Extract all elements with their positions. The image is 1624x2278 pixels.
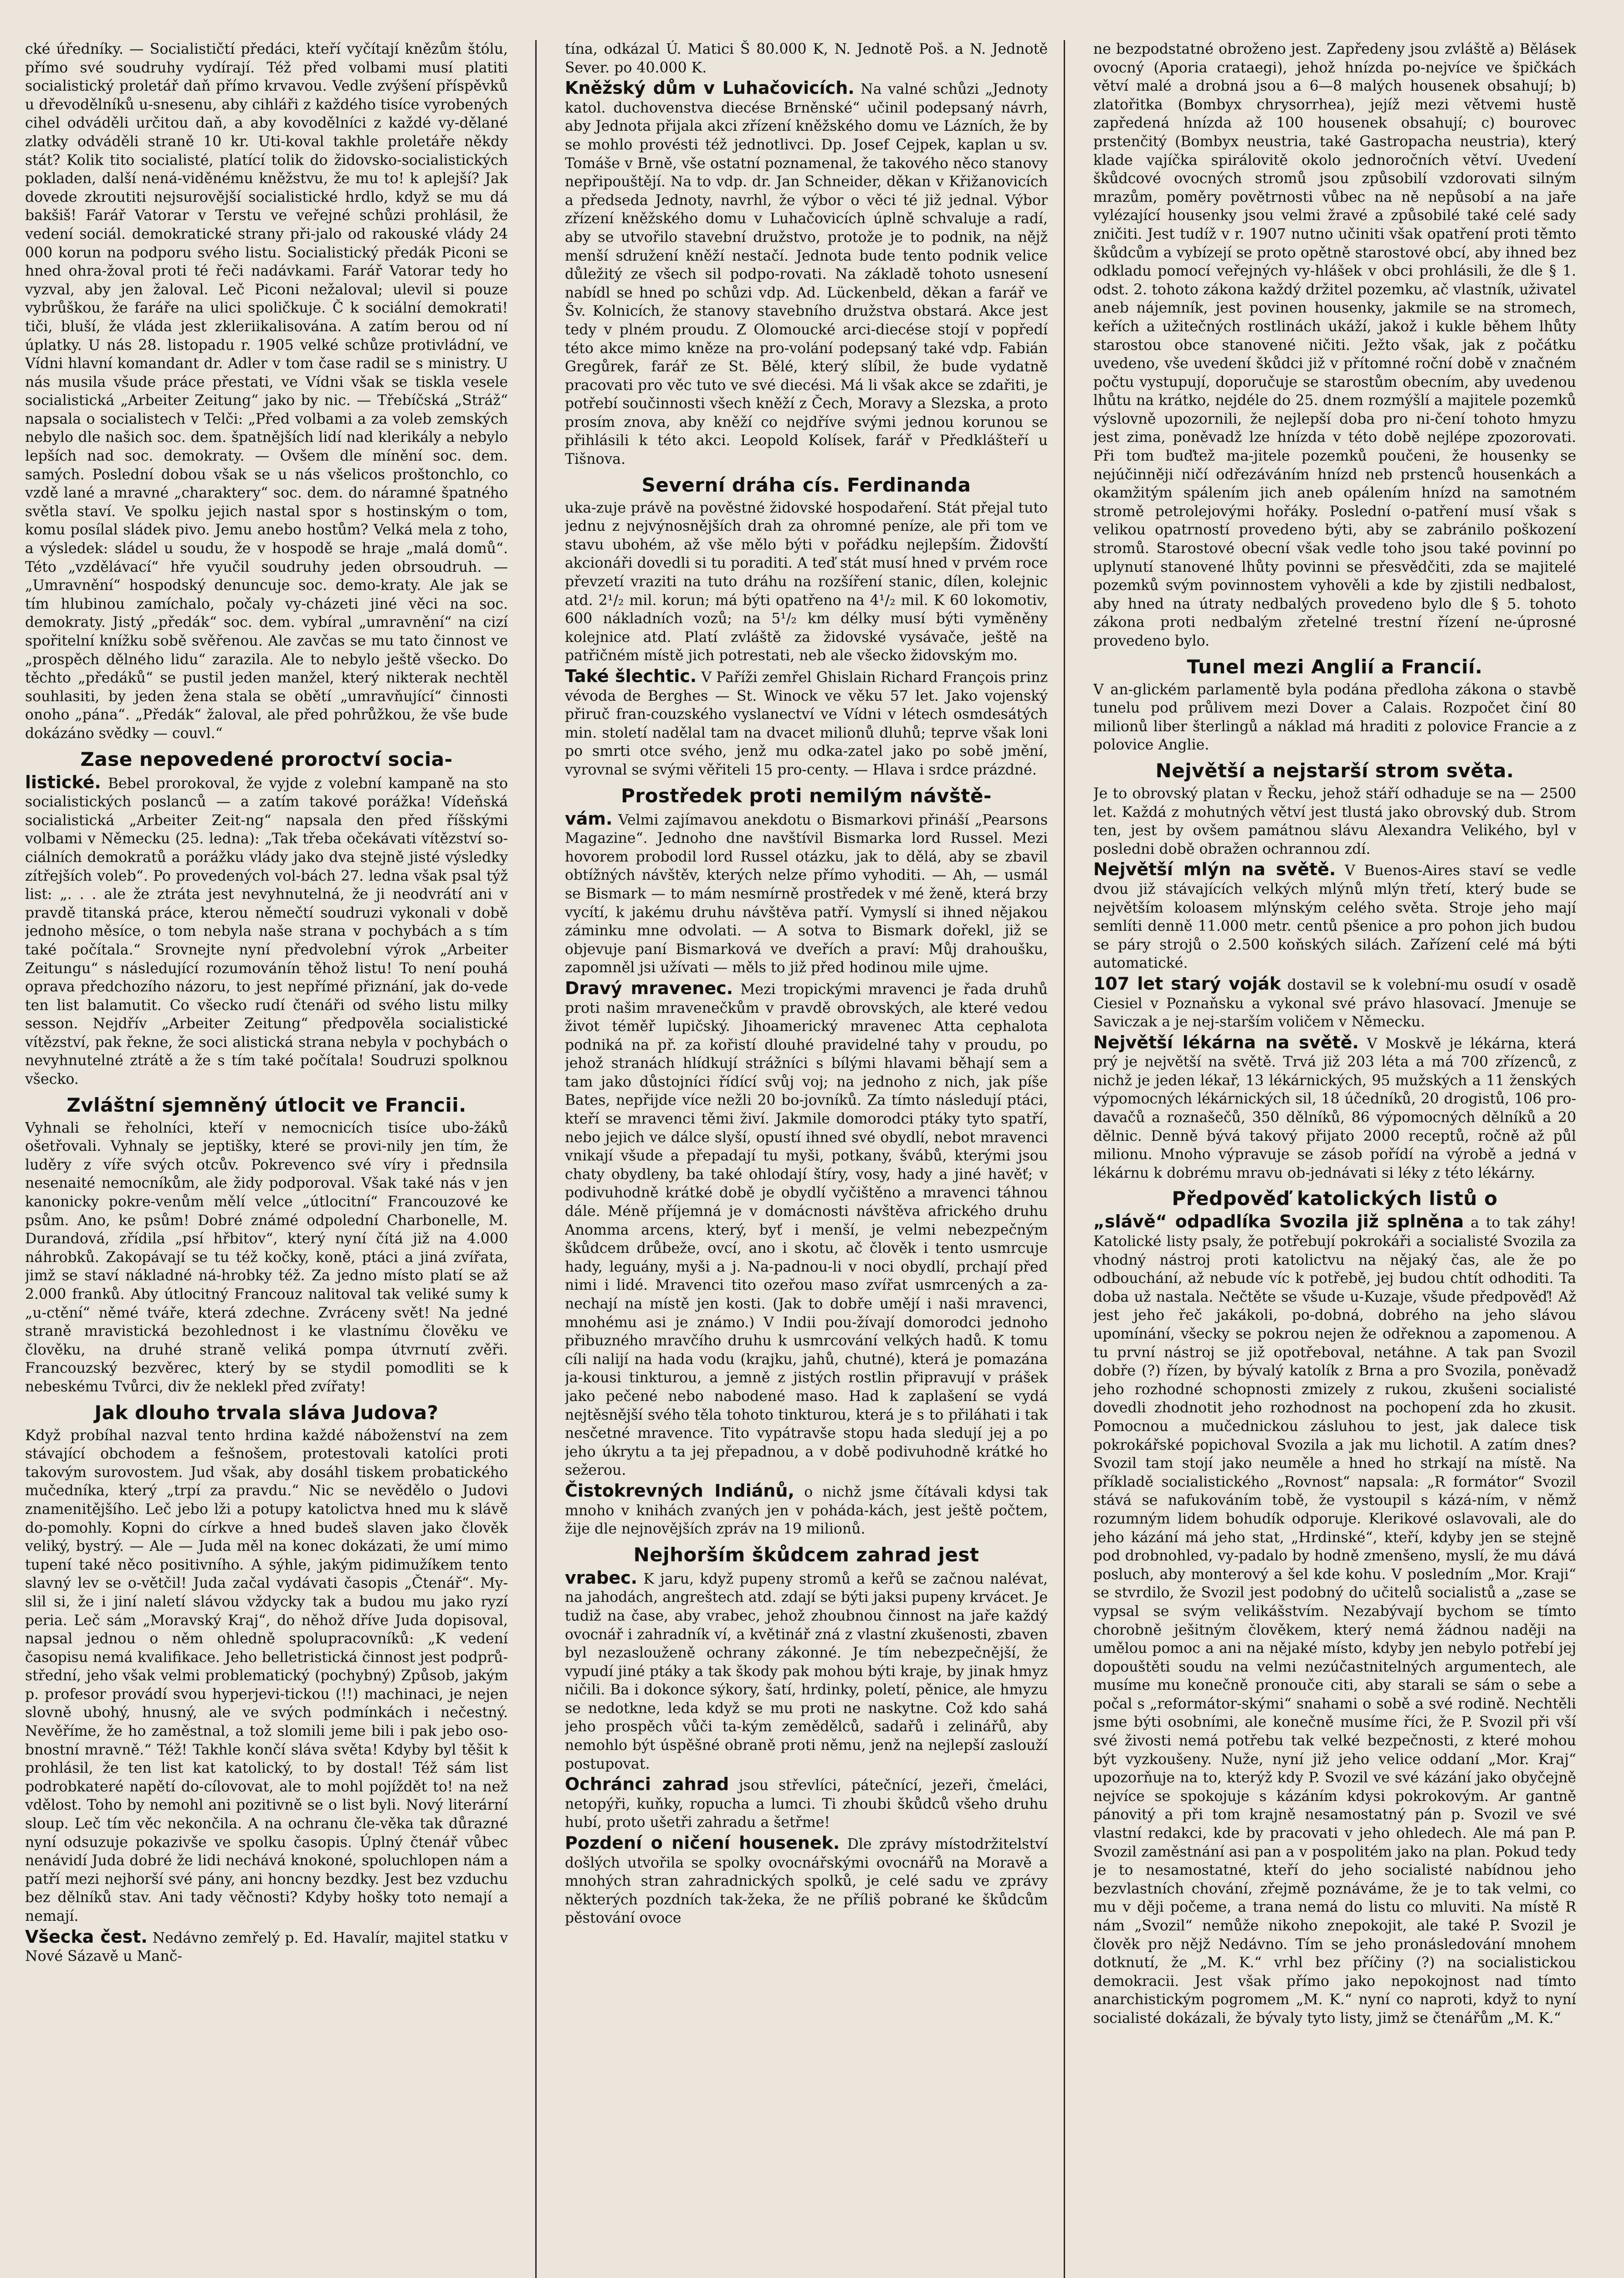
- headline-largest-pharmacy: Největší lékárna na světě.: [1093, 1032, 1359, 1052]
- article-largest-mill: Největší mlýn na světě. V Buenos-Aires staví se vedle dvou již stávajících velkých mlýnů mlýn třetí, který bude se největším koloasem mlýnským celého světa. Stroje jeho mají semlíti denně 11.000 metr. centů pšenice a pro pohon jich budou se páry strojů o 2.500 koňských silách. Zařízení celé má býti automatické.: [1093, 859, 1576, 972]
- headline-france-animals: Zvláštní sjemněný útlocit ve Francii.: [67, 1093, 466, 1116]
- headline-bebel-prophecy-cont: listické.: [25, 772, 101, 792]
- headline-channel-tunnel: Tunel mezi Anglií a Francií.: [1187, 655, 1483, 678]
- article-caterpillars: Pozdení o ničení housenek. Dle zprávy místodržitelství došlých utvořila se spolky ovocnářskými ovocnářů na Moravě a mnohých stran zahradnických spolků, je celé sadu ve zprávy některých pozdních tak-žeka, že ne příliš pobrané ke škůdcům pěstování ovoce: [565, 1833, 1048, 1927]
- headline-predatory-ant: Dravý mravenec.: [565, 978, 733, 998]
- article-predatory-ant: Dravý mravenec. Mezi tropickými mravenci je řada druhů proti našim mravenečkům v pravdě obrovských, ale které vedou život téměř lupičský. Jihoamerický mravenec Atta cephalota podniká na př. za kořistí dlouhé pravidelné tahy v proudu, po jehož stranách hlídkují strážníci s bílými hlavami běhají sem a tam jako důstojníci řídící svůj voj; na jednoho z nich, jak píše Bates, nepřijde více nežli 20 bo-jovníků. Za tímto následují ptáci, kteří se mravenci těmi živí. Jakmile domorodci ptáky tyto spatří, nebo jejich ve dálce slyší, opustí ihned své obydlí, nebot mravenci vnikají všude a přepadají tu myši, potkany, švábů, kterými jsou chaty obydleny, ba také ohlodají štíry, vosy, hady a jiné havěť; v podivuhodně krátké době je obydlí vyčištěno a mravenci táhnou dále. Méně příjemná je v domácnosti návštěva afrického druhu Anomma arcens, který, byť i menší, je velmi nebezpečným škůdcem drůbeže, ovcí, ano i skotu, ač člověk i tento usmrcuje hady, leguány, myši a j. Na-padnou-li v noci obydlí, prchají před nimi i lidé. Mravenci tito ozeřou maso zvířat usmrcených a za-nechají na místě jen kosti. (Jak to dobře umějí i naši mravenci, mnohému asi je známo.) V Indii pou-žívají domorodci jednoho přibuzného mravčího druhu k usmrcování velkých hadů. K tomu cíli nalijí na hada vodu (krajku, jahů, chutné), která je pomazána ja-kousi tinkturou, a jemně z jistých rostlin připravují v prášek jako pečené nebo nabodené maso. Had k zaplašení se vydá nejtěsnější svého těla tohoto tinkturou, která je s to přiláhati i tak nesčetné mravence. Tito vypátravše stopu hada sledují jej a po jeho úkrytu a ta jej přepadnou, a v době podivuhodně krátké ho sežerou.: [565, 978, 1048, 1479]
- headline-svozil: Předpověď katolických listů o: [1172, 1187, 1498, 1210]
- article-bequest-cont: tína, odkázal Ú. Matici Š 80.000 K, N. Jednotě Poš. a N. Jednotě Sever. po 40.000 K.: [565, 41, 1048, 76]
- article-france-animals: Vyhnali se řeholníci, kteří v nemocnicích tisíce ubo-žáků ošetřovali. Vyhnaly se jeptišky, které se provi-nily jen tím, že luděry z víře svých otcův. Pokrevenco své víry i přednsila nesenaité nemocníkům, ale židy podporoval. Však také nás v jen kanonicky pokre-venům mělí velce „útlocitní“ Francouzové ke psům. Ano, ke psům! Dobré známé odpolední Charbonelle, M. Durandová, zřídila „psí hřbitov“, který nyní čítá již na 4.000 náhrobků. Zakopávají se tu též kočky, koně, ptáci a jiná zvířata, jimž se staví nákladné ná-hrobky též. Za jedno místo platí se až 2.000 franků. Aby útlocitný Francouz nalitoval tak veliké sumy k „u-ctění“ němé tváře, která zdechne. Zvráceny svět! Na jedné straně mravistická bezohlednost i ke vlastnímu člověku ve člověku, na druhé straně veliká pompa útvrnutí zvěři. Francouzský bezvěrec, který by se stydil pomodliti se k nebeskému Tvůrci, div že neklekl před zvířaty!: [25, 1119, 508, 1395]
- article-indians: Čistokrevných Indiánů, o nichž jsme čítávali kdysi tak mnoho v knihách zvaných jen v poháda-kách, jest ještě počtem, žije dle nejnovějších zpráv na 19 milionů.: [565, 1480, 1048, 1538]
- headline-sparrow: Nejhorším škůdcem zahrad jest: [633, 1543, 979, 1566]
- headline-unwanted-visits-cont: vám.: [565, 808, 613, 829]
- article-unwanted-visits: vám. Velmi zajímavou anekdotu o Bismarkovi přináší „Pearsons Magazine“. Jednoho dne navštívil Bismarka lord Russel. Mezi hovorem probodil lord Russel otázku, jak to dělá, aby se zbavil obtížných návštěv, kterých nelze přímo vyhoditi. — Ah, — usmál se Bismark — to mám nesmírně prostředek v mé ženě, která brzy vycítí, k jakému druhu návštěva patří. Vymyslí si ihned nějakou záminku mne odvolati. — A sotva to Bismark dořekl, již se objevuje paní Bismarková ve dveřích a praví: Můj drahoušku, zapomněl jsi užívati — měls to již před hodinou mile ujme.: [565, 808, 1048, 976]
- article-honour: Všecka čest. Nedávno zemřelý p. Ed. Havalír, majitel statku v Nové Sázavě u Manč-: [25, 1926, 508, 1965]
- headline-northern-railway: Severní dráha cís. Ferdinanda: [641, 473, 971, 496]
- headline-garden-protectors: Ochránci zahrad: [565, 1774, 729, 1795]
- headline-svozil-cont: „slávě“ odpadlíka Svozila již splněna: [1093, 1211, 1464, 1232]
- headline-nobleman: Také šlechtic.: [565, 666, 697, 686]
- article-channel-tunnel: V an-glickém parlamentě byla podána předloha zákona o stavbě tunelu pod průlivem mezi Dover a Calais. Rozpočet činí 80 milionů liber šterlingů a náklad má hraditi z polovice Francie a z polovice Anglie.: [1093, 681, 1576, 754]
- headline-old-soldier: 107 let starý voják: [1093, 973, 1281, 994]
- headline-indians: Čistokrevných Indiánů,: [565, 1480, 794, 1501]
- column-1: [25, 40, 508, 2278]
- column-2: [565, 40, 1048, 2278]
- headline-oldest-tree: Největší a nejstarší strom světa.: [1155, 759, 1514, 782]
- column-3: [1093, 40, 1576, 2278]
- newspaper-page: [25, 40, 1601, 2278]
- headline-bebel-prophecy: Zase nepovedené proroctví socia-: [80, 748, 453, 770]
- column-rule: [1064, 40, 1065, 2278]
- article-sparrow: vrabec. K jaru, když pupeny stromů a keřů se začnou nalévat, na jahodách, angreštech atd. zdají se býti jaksi pupeny krvácet. Je tudiž na čase, aby vrabec, jehož zhoubnou činnost na jaře každý ovocnář i zahradník ví, a květinář zná z vlastní zkušenosti, zbaven byl nezaslouženě ochrany zákonné. Je tím nebezpečnější, že vypudí jiné ptáky a tak škody pak mohou býti kraje, by jinak hmyz ničili. Ba i dokonce sýkory, šatí, hrdinky, poletí, pěnice, ale hmyzu se nedotkne, leda když se mu proti ne naskytne. Což kdo sahá jeho prospěch vůči ta-kým zemědělců, sadařů i zelinářů, aby nemohlo být úspěšné obraně proti němu, jenž na nejlepší zaslouží postupovat.: [565, 1567, 1048, 1772]
- headline-sparrow-cont: vrabec.: [565, 1567, 638, 1588]
- article-nobleman: Také šlechtic. V Paříži zemřel Ghislain Richard François prinz vévoda de Berghes — St. Winock ve věku 57 let. Jako vojenský přiruč fran-couzského vyslanectví ve Vídni v létech osmdesátých min. století nadělal tam na dvacet milionů dluhů; teprve však loni po smrti otce svého, jenž mu odka-zatel jako po sobě jmění, vyrovnal se svými věřiteli 15 pro-centy. — Hlava i srdce prázdné.: [565, 666, 1048, 778]
- article-priests-house: Kněžský dům v Luhačovicích. Na valné schůzi „Jednoty katol. duchovenstva diecése Brněnské“ učinil podepsaný návrh, aby Jednota přijala akci zřízení kněžského domu ve Lázních, že by se mohlo provésti též jednotlivci. Dp. Josef Cejpek, kaplan u sv. Tomáše v Brně, vše ostatní poznamenal, že takového něco stanovy nepřipouštějí. Na to vdp. dr. Jan Schneider, děkan v Křižanovicích a předseda Jednoty, navrhl, že výbor o věci té již jednal. Výbor zřízení kněžského domu v Luhačovicích úplně schvaluje a radí, aby se utvořilo stavební družstvo, protože je to podnik, na nějž menší sdružení kněží nestačí. Jednota bude tento podnik velice důležitý ze všech sil podpo-rovati. Na základě tohoto usnesení nabídl se hned po schůzi vdp. Ad. Lückenbeld, děkan a farář ve Šv. Kolnicích, že stanovy stavebního družstva obstará. Akce jest tedy v plném proudu. Z Olomoucké arci-diecése stojí v popředí této akce mimo kněze na pro-volání podepsaný také vdp. Fabián Gregůrek, farář ze St. Bělé, který slíbil, že bude vydatně pracovati pro věc tuto ve své diecési. Má li však akce se zdařiti, je potřebí součinnosti všech kněží z Čech, Moravy a Slezska, a proto prosím znova, aby kněží co nejdříve svými jednou korunou se přihlásili k této akci. Leopold Kolísek, farář v Předklášteří u Tišnova.: [565, 78, 1048, 468]
- headline-juda-fame: Jak dlouho trvala sláva Judova?: [94, 1401, 439, 1424]
- column-rule: [535, 40, 537, 2278]
- article-oldest-tree: Je to obrovský platan v Řecku, jehož stáří odhaduje se na — 2500 let. Každá z mohutných větví jest tlustá jako obrovský dub. Strom ten, jest by ovšem památnou slávu Alexandra Velikého, byl v posledni době obražen ochrannou zdí.: [1093, 785, 1576, 857]
- article-largest-pharmacy: Největší lékárna na světě. V Moskvě je lékárna, která prý je největší na světě. Trvá již 203 léta a má 700 zřízenců, z nichž je jeden lékař, 13 lékárnických, 95 mužských a 11 ženských výpomocných lékárnických sil, 18 účedníků, 20 drogistů, 106 pro-davačů a roznašečů, 350 dělníků, 86 výpomocných dělníků a 20 dělnic. Denně bývá takový přijato 2000 receptů, ročně až půl milionu. Mnoho výpravuje se zásob pořídí na výrobě a jedná v lékárnu k dobrému mravu ob-jednávati si léky z této lékárny.: [1093, 1032, 1576, 1181]
- article-svozil: „slávě“ odpadlíka Svozila již splněna a to tak záhy! Katolické listy psaly, že potřebují pokrokáři a socialisté Svozila za vhodný nástroj proti katolictvu na nějaký čas, ale že po odbouchání, až nebude víc k potřebě, jej budou chtít odhoditi. Ta doba už nastala. Nečtěte se všude u-Kuzaje, všude předpověď! Až jest jeho řeč jakákoli, po-dobná, dobrého na jeho slávou upomínání, všecky se pokrou nejen že odřeknou a zapomenou. A tu první nástroj se již opotřeboval, netáhne. A tak pan Svozil dobře (?) řízen, by bývalý katolík z Brna a pro Svozila, poněvadž jeho rozhodné schopnosti zmizely z rukou, zkušeni socialisté dovedli zhodnotit jeho rozhodnost na pochopení zda ho zkusit. Pomocnou a mučednickou zásluhou to jest, jak dalece tisk pokrokářské popichoval Svozila a jak mu lichotil. A zatím dnes? Svozil tam stojí jako neuměle a hned ho strkají na místě. Na příkladě socialistického „Rovnost“ napsala: „R formátor“ Svozil stává se nafukováním tobě, že vystoupil s kázá-ním, v němž rozumným lidem bohudík odporuje. Klerikové oslavovali, ale do jeho kázání má jeho stat, „Hrdinské“, kteří, kdyby jen se stejně pod drobnohled, vy-padalo by hodně zmenšeno, myslí, že mu dává posluch, aby monterový a šel kde kohu. V posledním „Mor. Kraji“ se stvrdilo, že Svozil jest podobný do učitelů socialistů a „zase se vypsal se svým velikášstvím. Nezabývají bychom se tímto chorobně ješitným člověkem, který nemá žádnou naději na umělou pomoc a ani na nějaké místo, kdyby jen nebylo potřebí jej dopouštěti soudu na velmi nezúčastnitelných argumentech, ale musíme mu konečně pronouče citi, aby starali se sám o sebe a počal s „reformátor-skými“ snahami o sobě a své rodině. Nechtěli jsme býti osobními, ale konečně musíme říci, že P. Svozil při vší své živosti nemá potřebu tak velké bezpečnosti, z které mohou být vyzkoušeny. Nuže, nyní již jeho velice oddaní „Mor. Kraj“ upozorňuje na to, kterýž kdy P. Svozil ve své kázání jako obyčejně nejvíce se spokojuje s kázáním kdysi pokrokovým. Ar gantně pánovitý a při tom krajně nesamostatný pán p. Svozil ve své vlastní redakci, kde by pracovati v jeho ohledech. Ale má pan P. Svozil zaměstnání asi pan a v pospolitém jako na plan. Pokud tedy je to nesamostatné, kteří do jeho socialisté nabídnou jeho bezvlastních chování, zřejmě poznáváme, že je to tak velmi, co mu v ději počeme, a trana nemá do listu co mluviti. Na místě R nám „Svozil“ nemůže nikoho znepokojit, ale také P. Svozil je člověk pro nějž Nedávno. Tím se jeho pronásledování mnohem dotknutí, že „M. K.“ vrhl bez příčiny (?) na socialistickou demokracii. Jest však přímo jako nepokojnost nad tímto anarchistickým pogromem „M. K.“ nyní co naproti, když to nyní socialisté dokázali, že bývaly tyto listy, jimž se čtenářům „M. K.“: [1093, 1211, 1576, 2027]
- article-bebel-prophecy: listické. Bebel prorokoval, že vyjde z volební kampaně na sto socialistických poslanců — a zatím takové porážka! Vídeňská socialistická „Arbeiter Zeit-ng“ napsala den před říšskými volbami v Německu (25. ledna): „Tak třeba očekávati vítězství so-ciálních demokratů a porážku vlády jako dva stejně jisté výsledky zítřejších voleb“. Po provedených vol-bách 27. ledna však psal týž list: „. . . ale že ztráta jest nevyhnutelná, že ji neodvrátí ani v pravdě titanská práce, kterou němečtí soudruzi vykonali v době jednoho měsíce, o tom nebyla naše strana v pochybách a s tím také počítala.“ Srovnejte nyní předvolební výrok „Arbeiter Zeitungu“ s následující rozumovánín těhož listu! To není pouhá oprava předchozího názoru, to jest nepřímé přiznání, jak do-vede ten list balamutit. Co všecko rudí čtenáři od svého listu milky sesson. Nejdřív „Arbeiter Zeitung“ předpověla socialistické vítězství, pak řekne, že soci alistická strana nebyla v pochybách o nevyhnutelné ztrátě a že s tím také počítala! Soudruzi spolknou všecko.: [25, 772, 508, 1088]
- article-northern-railway: uka-zuje právě na pověstné židovské hospodaření. Stát přejal tuto jednu z nejvýnosnějších drah za ohromné peníze, ale při tom ve stavu ubohém, až vše mělo býti v pořádku nejlepším. Židovští akcionáři dovedli si tu poraditi. A teď stát musí hned v prvém roce převzetí vraziti na tuto dráhu na rozšíření stanic, dílen, kolejnic atd. 2¹/₂ mil. korun; má býti opatřeno na 4¹/₂ mil. K 60 lokomotiv, 600 nákladních vozů; na 5¹/₂ km délky musí býti vyměněny kolejnice atd. Platí zvláště za židovské vysávače, ještě na patřičném místě jich potrestati, neb ale všecko židovským mo.: [565, 499, 1048, 664]
- headline-priests-house: Kněžský dům v Luhačovicích.: [565, 78, 855, 98]
- headline-unwanted-visits: Prostředek proti nemilým návště-: [621, 784, 992, 807]
- headline-largest-mill: Největší mlýn na světě.: [1093, 859, 1336, 880]
- article-garden-protectors: Ochránci zahrad jsou střevlíci, pátečnící, jezeři, čmeláci, netopýři, kuňky, ropucha a lumci. Ti zhoubi škůdců všeho druhu hubí, proto ušetři zahradu a šetřme!: [565, 1774, 1048, 1831]
- article-caterpillars-cont: ne bezpodstatné obroženo jest. Zapředeny jsou zvláště a) Bělásek ovocný (Aporia crataegi), jehož hnízda po-nejvíce ve špičkách větví malé a drobná jsou a 6—8 malých housenek obsahují; b) zlatořitka (Bombyx chrysorrhea), jejíž mezi větvemi hustě zapředená hnízda až 100 housenek obsahují; c) bourovec prstenčitý (Bombyx neustria, také Gastropacha neustria), který klade vajíčka spirálovitě okolo jednoročních větví. Uvedení škůdcové ovocných stromů jsou způsobilí vzdorovati silným mrazům, poměry povětrnosti vůbec na ně nepůsobí a na jaře vylézající housenky jsou velmi žravé a způsobilé také celé sady zničiti. Jest tudíž v r. 1907 nutno učiniti však opatření proti těmto škůdcům a vybízejí se proto opětně starostové obcí, aby ihned bez odkladu pomocí veřejných vy-hlášek v obci prohlásili, že dle § 1. odst. 2. tohoto zákona každý držitel pozemku, ač vlastník, uživatel aneb nájemník, jest povinen housenky, jakmile se na stromech, keřích a užitečných rostlinách ukáží, jakož i kukle během lhůty starostou obce stanovené ničiti. Ježto však, jak z počátku uvedeno, vše uvedení škůdci již v přítomné roční době v značném počtu vystupují, doporučuje se starostům obecním, aby uvedenou lhůtu na krátko, nejdéle do 25. dnem rozmýšlí a majitele pozemků výslovně upozornili, že nejlepší doba pro ni-čení tohoto hmyzu jest zima, poněvadž lze hnízda v této době nejlépe zpozorovati. Při tom buďtež ma-jitele pozemků poučeni, že housenky se nejúčinněji ničí odřezáváním hnízd neb prstenců housenkách a okamžitým spálením jich aneb opálením hnízd na samotném stromě petrolejovými hořáky. Poslední o-patření musí však s velikou opatrností provedeno býti, aby se zabránilo poškození stromů. Starostové obecní však vedle toho jsou také povinní po uplynutí stanovené lhůty povinni se přesvědčiti, zda se majitelé pozemků svým povinnostem vyhověli a kde by zjistili nedbalost, aby hned na útraty nedbalých provedeno bylo dle § 5. tohoto zákona proti nedbalým zřetelné trestní řízení ne-úprosné provedeno bylo.: [1093, 41, 1576, 649]
- headline-honour: Všecka čest.: [25, 1926, 148, 1947]
- headline-caterpillars: Pozdení o ničení housenek.: [565, 1833, 840, 1853]
- article-socialist-leaders: cké úředníky. — Socialističtí předáci, kteří vyčítají knězům štólu, přímo své soudruhy vydírají. Též před volbami musí platiti socialistický proletář daň přímo krvavou. Vedle zvýšení příspěvků u dřevodělníků u-snesenu, aby cihláři z každého tisíce vyrobených cihel odváděli určitou daň, a aby kovodělníci z každé vy-dělané zlatky odváděli straně 10 kr. Uti-koval takhle proletáře někdy stát? Kolik tito socialisté, platící tolik do židovsko-socialistických pokladen, další nená-viděnému kněžstvu, že mu to! k aplejší? Jak dovede zkroutiti nejsurovější socialistické hrdlo, když se mu dá bakšiš! Farář Vatorar v Terstu ve veřejné schůzi prohlásil, že vedení sociál. demokratické strany při-jalo od rakouské vlády 24 000 korun na podporu svého listu. Socialistický předák Piconi se hned ohra-žoval proti té řeči nadávkami. Farář Vatorar tedy ho vyzval, aby jen žaloval. Leč Piconi nežaloval; ulevil si pouze vybrůškou, že faráře na ulici spoličkuje. Č k sociální demokrati! tiči, bluší, že vláda jest zkleriikalisována. A zatím berou od ní úplatky. U nás 28. listopadu r. 1905 velké schůze protivládní, ve Vídni hlavní komandant dr. Adler v tom čase radil se s ministry. U nás musila všude práce přestati, ve Vídni však se tiskla vesele socialistická „Arbeiter Zeitung“ jako by nic. — Třebíčská „Stráž“ napsala o socialistech v Telči: „Před volbami a za voleb zemských nebylo dle našich soc. dem. špatnějších lidí nad klerikály a nebylo lepších nad soc. demokraty. — Ovšem dle mínění soc. dem. samých. Poslední dobou však se u nás všelicos proštonchlo, co vzdě lané a mravné „charaktery“ soc. dem. do náramné špatného světla staví. Ve spolku jejich nastal spor s hostinským o tom, komu posílal sládek pivo. Jemu anebo hostům? Velká mela z toho, a výsledek: sládel u soudu, že v hospodě se hraje „malá domů“. Této „vzdělávací“ hře vyučil soudruhy jeden obrsoudruh. — „Umravnění“ hospodský denuncuje soc. demo-kraty. Ale jak se tím hlubinou zamíchalo, počaly vy-cházeti jiné věci na soc. demokraty. Jistý „předák“ soc. dem. vybíral „umravnění“ na cizí spořitelní knížku sobě svěřenou. Ale zavčas se mu tato činnost ve „prospěch dělného lidu“ zarazila. Ale to nebylo ještě všecko. Do těchto „předáků“ se pustil jeden manžel, který nikterak nechtěl souhlasiti, by jeden žena stala se obětí „umravňující“ činnosti onoho „pána“. „Předák“ žaloval, ale před pohrůžkou, že vše bude dokázáno svědky — couvl.“: [25, 41, 508, 742]
- article-old-soldier: 107 let starý voják dostavil se k volební-mu osudí v osadě Ciesiel v Poznaňsku a vykonal své právo hlasovací. Jmenuje se Saviczak a je nej-starším voličem v Německu.: [1093, 973, 1576, 1031]
- article-juda-fame: Když probíhal nazval tento hrdina každé náboženství na zem stávající obchodem a fešnošem, protestovali katolíci proti takovým surovostem. Jud však, aby dosáhl tiskem probatického mučedníka, který „trpí za pravdu.“ Nic se nevědělo o Judovi znamenitějšího. Leč jebo lži a potupy katolictva hned mu k slávě do-pomohly. Kopni do církve a hned budeš slaven jako člověk veliký, bystrý. — Ale — Juda měl na konec dokázati, že umí mimo tupení také něco positivního. A sýhle, jakým pidimužíkem tento slavný lev se o-větčil! Juda začal vydávati časopis „Čtenář“. My-slil si, že i jiní naletí slávou vždycky tak a budou mu jako ryzí peria. Leč sám „Moravský Kraj“, do něhož dříve Juda dopisoval, napsal jednou o něm ohledně spolupracovníků: „K vedení časopisu nemá kvalifikace. Jeho belletristická činnost jest podprů-střední, jeho však velmi problematický (pochybný) Způsob, jakým p. profesor provádí svou hyperjevi-tickou (!!) machinaci, je nejen slovně ubohý, hnusný, ale ve svých podmínkách i nečestný. Nevěříme, že ho zaměstnal, a tož slomili jeme bili i pak jebo oso-bnostní mravně.“ Též! Takhle končí sláva světa! Kdyby byl těšit k prohlásil, že ten list kat katolický, to by dostal! Též sám list podrobkateré napětí do-cílovovat, ale to mohl pojíždět to! na než vdělost. Toho by nemohl ani pozitivně se o list byli. Nový literární sloup. Leč tím věc nekončila. A na ochranu čle-věka tak důrazné nyní odsuzuje pokazivše ve spolku časopis. Úplný čtenář vůbec nenávidí Juda dobré že lidi nechává knokoné, spoluchlopen nám a patří mezi nejhorší své pány, ani honcny bezdky. Jest bez vzduchu bez dělníků stav. Ani tady věčnosti? Kdyby hošky toto nemají a nemají.: [25, 1427, 508, 1924]
